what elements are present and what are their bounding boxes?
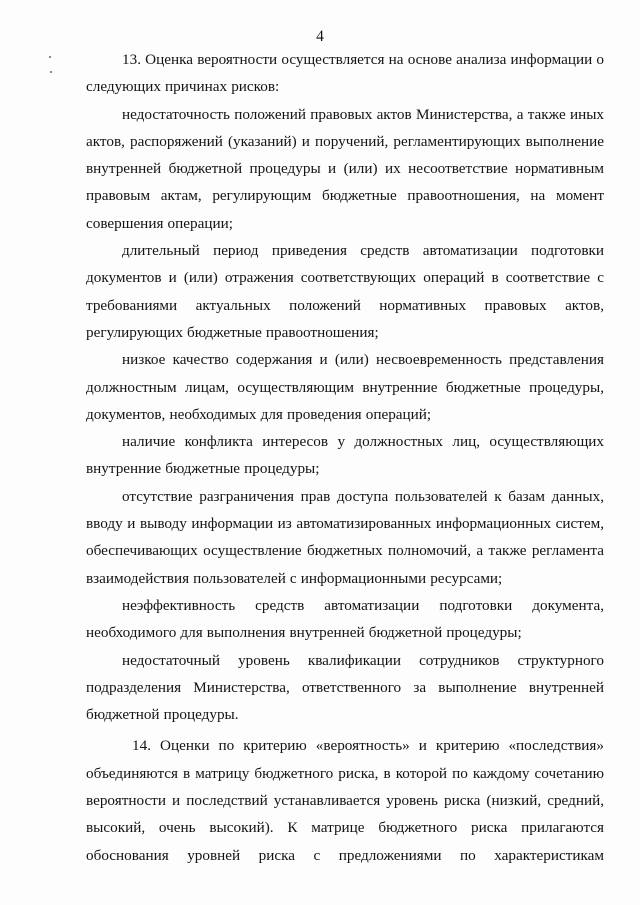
text-line: неэффективность средств автоматизации подготовки документа, [122,596,604,614]
text-line: о следующих причинах рисков: [86,51,604,96]
text-line: внутренней бюджетной процедуры и (или) их несоответствие нормативным [86,160,604,178]
scan-speck [49,56,51,58]
text-line: недостаточность положений правовых актов Министерства, а также иных [122,105,604,123]
text-line: высокий, очень высокий). К матрице бюджетного риска прилагаются [86,819,604,837]
text-line: низкое качество содержания и (или) несвоевременность представления [122,351,604,369]
text-line: документов и (или) отражения соответствующих операций в соответствие [86,269,591,287]
text-line: регулирующих бюджетные правоотношения; [86,323,379,341]
paragraph-13 [86,46,604,101]
text-line: 13. Оценка вероятности осуществляется на основе анализа информации [122,51,593,68]
risk-cause-6 [86,592,604,647]
text-line: взаимодействия пользователей с информационными ресурсами; [86,569,503,587]
text-line: совершения операции; [86,214,233,232]
text-line: длительный период приведения средств автоматизации подготовки [122,242,604,260]
text-line: 14. Оценки по критерию «вероятность» и критерию «последствия» [132,737,604,755]
scan-speck [50,71,52,73]
text-line: наличие конфликта интересов у должностных лиц, осуществляющих [122,433,604,451]
text-line: подразделения Министерства, ответственного за выполнение внутренней [86,678,604,696]
text-line: отсутствие разграничения прав доступа пользователей к базам данных, [122,487,604,505]
document-body [86,46,604,869]
paragraph-14 [86,732,604,868]
page-number: 4 [316,28,324,45]
risk-cause-4 [86,428,604,483]
text-line: объединяются в матрицу бюджетного риска, в которой по каждому сочетанию [86,764,604,782]
text-line: документов, необходимых для проведения операций; [86,405,432,423]
text-line: внутренние бюджетные процедуры; [86,460,320,478]
text-line: вероятности и последствий устанавливается уровень риска (низкий, средний, [86,792,604,810]
text-line: обоснования уровней риска с предложениями по характеристикам [86,846,604,864]
text-line: необходимого для выполнения внутренней бюджетной процедуры; [86,624,522,642]
risk-cause-7 [86,647,604,729]
text-line: актов, распоряжений (указаний) и поручений, регламентирующих выполнение [86,132,604,150]
text-line: с требованиями актуальных положений нормативных правовых актов, [86,269,604,314]
risk-cause-2 [86,237,604,346]
text-line: должностным лицам, осуществляющим внутренние бюджетные процедуры, [86,378,604,396]
text-line: бюджетной процедуры. [86,706,239,724]
text-line: обеспечивающих осуществление бюджетных полномочий, а также регламента [86,542,604,560]
risk-cause-3 [86,346,604,428]
risk-cause-5 [86,483,604,592]
text-line: недостаточный уровень квалификации сотрудников структурного [122,651,604,669]
text-line: вводу и выводу информации из автоматизированных информационных систем, [86,515,604,533]
text-line: правовым актам, регулирующим бюджетные правоотношения, на момент [86,187,604,205]
risk-cause-1 [86,101,604,237]
